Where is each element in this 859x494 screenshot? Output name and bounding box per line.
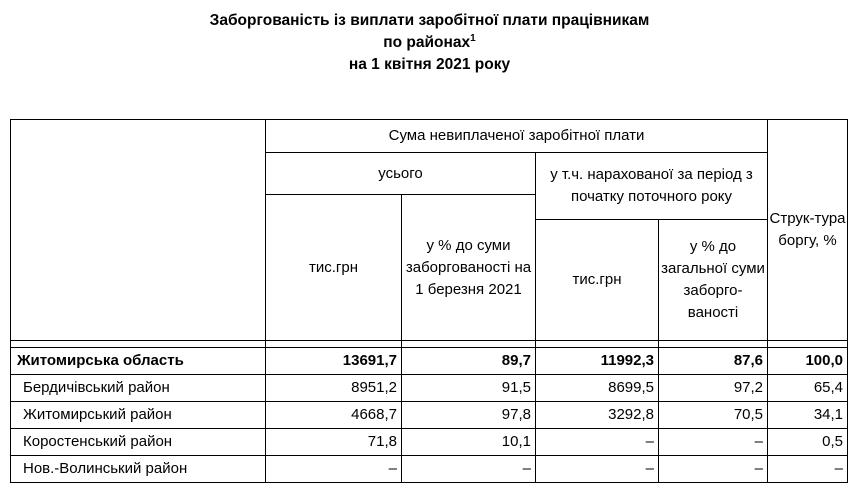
total-percent-value: 10,1 (402, 429, 536, 456)
total-value: 71,8 (266, 429, 402, 456)
total-value: 8951,2 (266, 375, 402, 402)
total-percent-value: 97,8 (402, 402, 536, 429)
structure-value: – (768, 456, 848, 483)
total-value: 13691,7 (266, 348, 402, 375)
accrued-value: 11992,3 (536, 348, 659, 375)
accrued-percent-value: 97,2 (659, 375, 768, 402)
district-name: Коростенський район (11, 429, 266, 456)
wage-arrears-table (10, 119, 848, 483)
accrued-percent-value: – (659, 429, 768, 456)
structure-value: 65,4 (768, 375, 848, 402)
header-accrued: у т.ч. нарахованої за період з початку поточного року (536, 153, 768, 220)
header-total-percent: у % до суми заборгованості на 1 березня 2021 (402, 195, 536, 341)
title-footnote-mark: 1 (470, 32, 476, 44)
header-accrued-thousand-uah: тис.грн (536, 220, 659, 341)
accrued-value: – (536, 429, 659, 456)
structure-value: 0,5 (768, 429, 848, 456)
header-empty-cell (11, 120, 266, 341)
header-total-thousand-uah: тис.грн (266, 195, 402, 341)
total-percent-value: – (402, 456, 536, 483)
table-row (11, 429, 848, 456)
structure-value: 34,1 (768, 402, 848, 429)
table-row (11, 375, 848, 402)
spacer-row (11, 341, 848, 348)
table-row (11, 456, 848, 483)
total-percent-value: 91,5 (402, 375, 536, 402)
total-value: 4668,7 (266, 402, 402, 429)
district-name: Бердичівський район (11, 375, 266, 402)
title-line-2-text: по районах (383, 34, 471, 51)
structure-value: 100,0 (768, 348, 848, 375)
district-name: Житомирський район (11, 402, 266, 429)
header-group: Сума невиплаченої заробітної плати (266, 120, 768, 153)
accrued-value: 3292,8 (536, 402, 659, 429)
total-value: – (266, 456, 402, 483)
district-name: Нов.-Волинський район (11, 456, 266, 483)
header-total: усього (266, 153, 536, 195)
report-title (0, 10, 859, 76)
accrued-percent-value: 70,5 (659, 402, 768, 429)
title-line-3: на 1 квітня 2021 року (348, 56, 511, 73)
accrued-value: – (536, 456, 659, 483)
header-accrued-percent: у % до загальної суми заборго-ваності (659, 220, 768, 341)
accrued-value: 8699,5 (536, 375, 659, 402)
title-line-1: Заборгованість із виплати заробітної плати працівникам (209, 12, 650, 29)
accrued-percent-value: 87,6 (659, 348, 768, 375)
table-row (11, 402, 848, 429)
header-structure: Струк-тура боргу, % (768, 120, 848, 341)
accrued-percent-value: – (659, 456, 768, 483)
district-name: Житомирська область (11, 348, 266, 375)
title-line-2 (0, 32, 859, 54)
total-percent-value: 89,7 (402, 348, 536, 375)
table-row (11, 348, 848, 375)
